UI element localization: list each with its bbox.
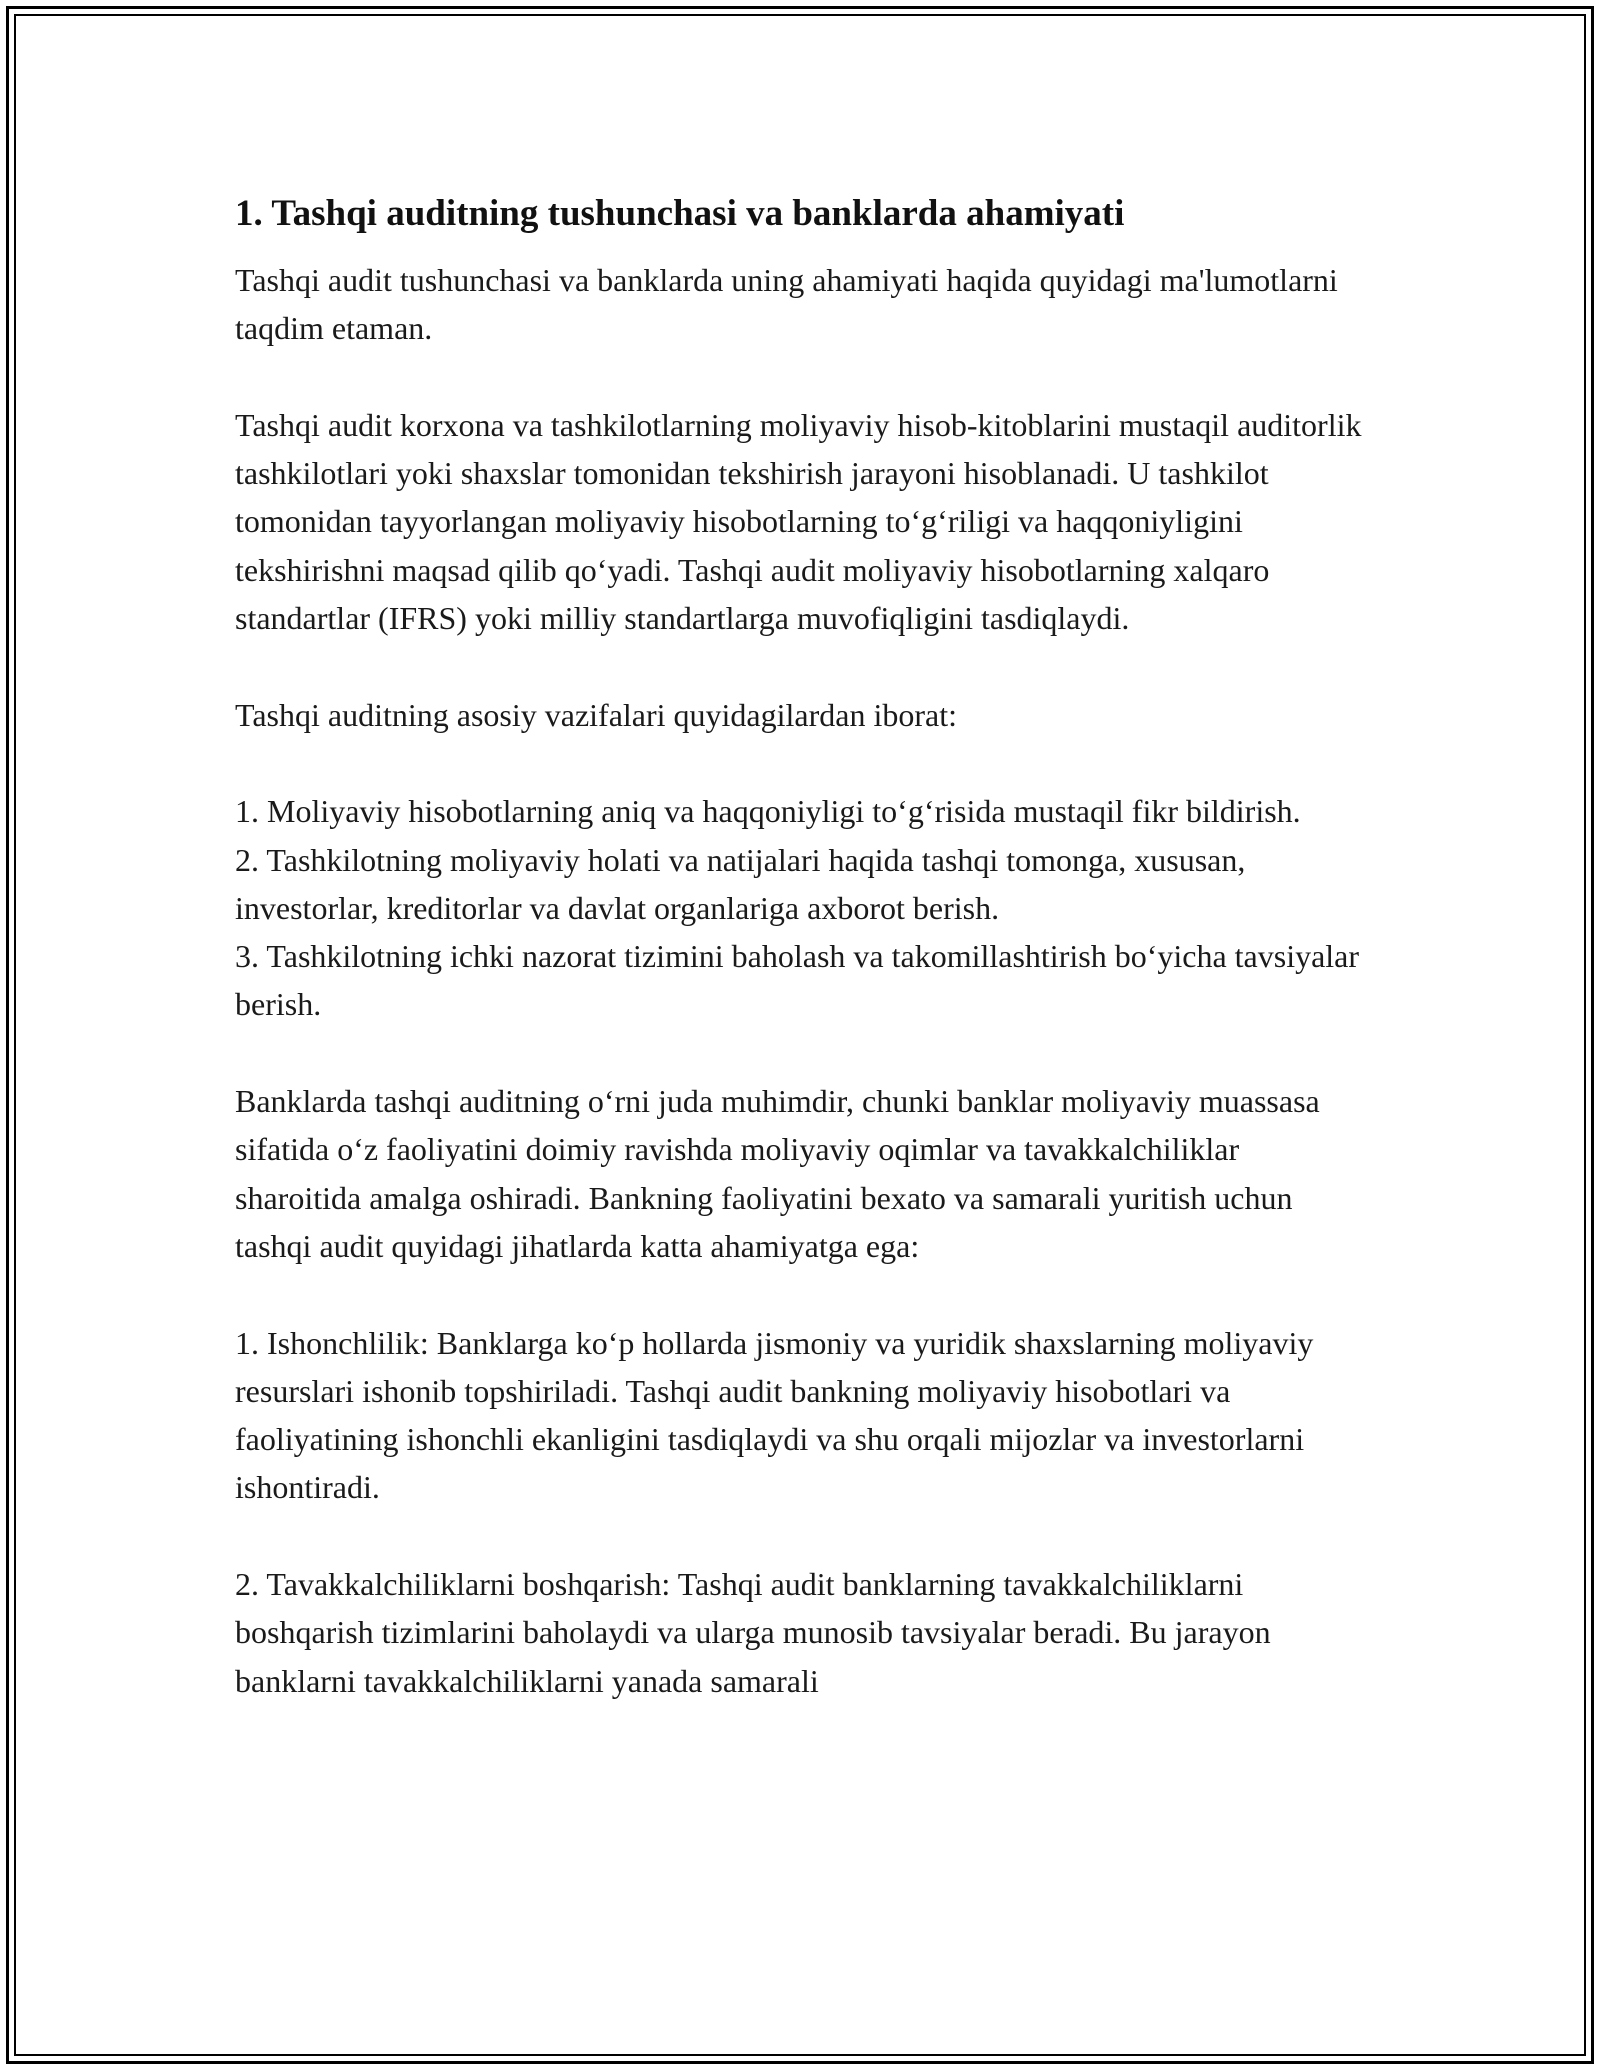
tasks-heading: Tashqi auditning asosiy vazifalari quyidagilardan iborat: [235, 696, 957, 733]
task-item-2: 2. Tashkilotning moliyaviy holati va natijalari haqida tashqi tomonga, xususan, investorlar, kreditorlar va davlat organlariga axborot berish. [235, 841, 1246, 926]
document-title: 1. Tashqi auditning tushunchasi va banklarda ahamiyati [235, 193, 1125, 234]
document-body [235, 188, 1365, 1705]
banks-paragraph: Banklarda tashqi auditning o‘rni juda muhimdir, chunki banklar moliyaviy muassasa sifatida o‘z faoliyatini doimiy ravishda moliyaviy oqimlar va tavakkalchiliklar sharoitida amalga oshiradi. Bankning faoliyatini bexato va samarali yuritish uchun tashqi audit quyidagi jihatlarda katta ahamiyatga ega: [235, 1083, 1320, 1264]
definition-paragraph: Tashqi audit korxona va tashkilotlarning moliyaviy hisob-kitoblarini mustaqil auditorlik tashkilotlari yoki shaxslar tomonidan tekshirish jarayoni hisoblanadi. U tashkilot tomonidan tayyorlangan moliyaviy hisobotlarning to‘g‘riligi va haqqoniyligini tekshirishni maqsad qilib qo‘yadi. Tashqi audit moliyaviy hisobotlarning xalqaro standartlar (IFRS) yoki milliy standartlarga muvofiqligini tasdiqlaydi. [235, 406, 1362, 637]
intro-paragraph: Tashqi audit tushunchasi va banklarda uning ahamiyati haqida quyidagi ma'lumotlarni taqdim etaman. [235, 262, 1338, 347]
task-item-1: 1. Moliyaviy hisobotlarning aniq va haqqoniyligi to‘g‘risida mustaqil fikr bildirish. [235, 793, 1301, 830]
task-item-3: 3. Tashkilotning ichki nazorat tizimini baholash va takomillashtirish bo‘yicha tavsiyalar berish. [235, 938, 1360, 1023]
point-risk-management: 2. Tavakkalchiliklarni boshqarish: Tashqi audit banklarning tavakkalchiliklarni boshqarish tizimlarini baholaydi va ularga munosib tavsiyalar beradi. Bu jarayon banklarni tavakkalchiliklarni yanada samarali [235, 1566, 1271, 1699]
tasks-list [235, 787, 1365, 1028]
point-reliability: 1. Ishonchlilik: Banklarga ko‘p hollarda jismoniy va yuridik shaxslarning moliyaviy resurslari ishonib topshiriladi. Tashqi audit bankning moliyaviy hisobotlari va faoliyatining ishonchli ekanligini tasdiqlaydi va shu orqali mijozlar va investorlarni ishontiradi. [235, 1324, 1314, 1506]
